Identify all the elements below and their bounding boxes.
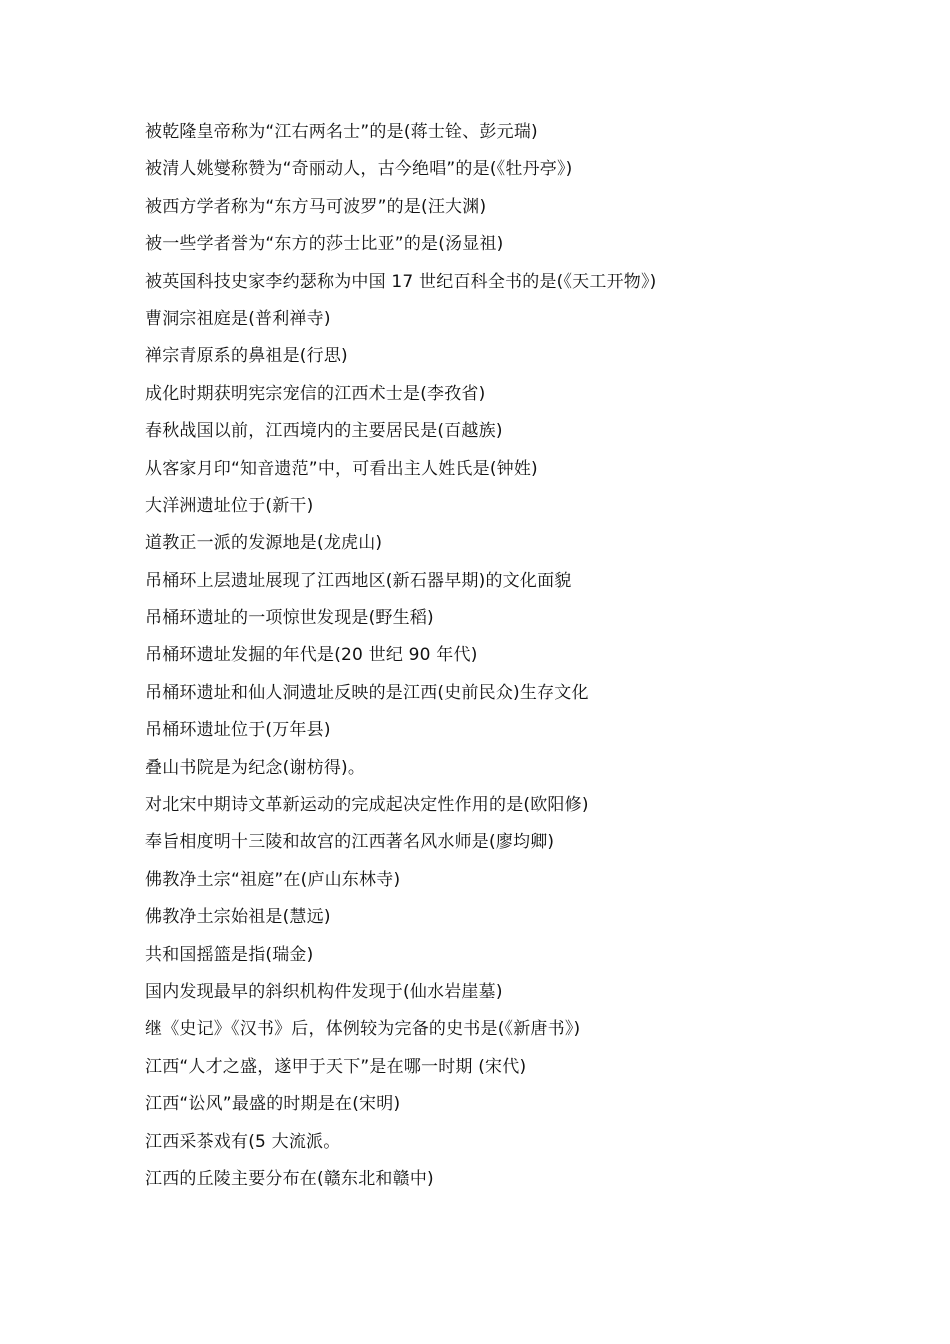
text-line: 共和国摇篮是指(瑞金): [145, 944, 314, 965]
text-line: 被英国科技史家李约瑟称为中国 17 世纪百科全书的是(《天工开物》): [145, 271, 657, 292]
text-line: 被西方学者称为“东方马可波罗”的是(汪大渊): [145, 196, 487, 217]
text-line: 江西的丘陵主要分布在(赣东北和赣中): [145, 1168, 434, 1189]
text-line: 曹洞宗祖庭是(普利禅寺): [145, 308, 331, 329]
text-line: 禅宗青原系的鼻祖是(行思): [145, 346, 348, 367]
text-line: 被一些学者誉为“东方的莎士比亚”的是(汤显祖): [145, 234, 504, 255]
text-line: 对北宋中期诗文革新运动的完成起决定性作用的是(欧阳修): [145, 795, 589, 816]
text-line: 吊桶环上层遗址展现了江西地区(新石器早期)的文化面貌: [145, 570, 572, 591]
text-line: 佛教净土宗始祖是(慧远): [145, 907, 331, 928]
text-line: 继《史记》《汉书》后，体例较为完备的史书是(《新唐书》): [145, 1019, 581, 1040]
text-line: 道教正一派的发源地是(龙虎山): [145, 533, 383, 554]
text-line: 春秋战国以前，江西境内的主要居民是(百越族): [145, 421, 503, 442]
text-line: 成化时期获明宪宗宠信的江西术士是(李孜省): [145, 383, 486, 404]
text-line: 大洋洲遗址位于(新干): [145, 495, 314, 516]
text-line: 从客家月印“知音遗范”中，可看出主人姓氏是(钟姓): [145, 458, 538, 479]
text-line: 被乾隆皇帝称为“江右两名士”的是(蒋士铨、彭元瑞): [145, 122, 538, 142]
text-line: 国内发现最早的斜织机构件发现于(仙水岩崖墓): [145, 981, 503, 1002]
text-line: 被清人姚燮称赞为“奇丽动人，古今绝唱”的是(《牡丹亭》): [145, 159, 573, 180]
text-line: 江西采茶戏有(5 大流派。: [145, 1131, 341, 1152]
document-body: [145, 118, 905, 1202]
text-line: 江西“讼风”最盛的时期是在(宋明): [145, 1094, 401, 1115]
text-line: 江西“人才之盛，遂甲于天下”是在哪一时期 (宋代): [145, 1056, 527, 1077]
text-line: 叠山书院是为纪念(谢枋得)。: [145, 757, 366, 778]
text-line: 吊桶环遗址和仙人洞遗址反映的是江西(史前民众)生存文化: [145, 682, 589, 703]
text-line: 吊桶环遗址发掘的年代是(20 世纪 90 年代): [145, 645, 478, 666]
text-line: 奉旨相度明十三陵和故宫的江西著名风水师是(廖均卿): [145, 832, 555, 853]
text-line: 吊桶环遗址的一项惊世发现是(野生稻): [145, 608, 434, 629]
text-line: 佛教净土宗“祖庭”在(庐山东林寺): [145, 869, 401, 890]
text-line: 吊桶环遗址位于(万年县): [145, 720, 331, 741]
